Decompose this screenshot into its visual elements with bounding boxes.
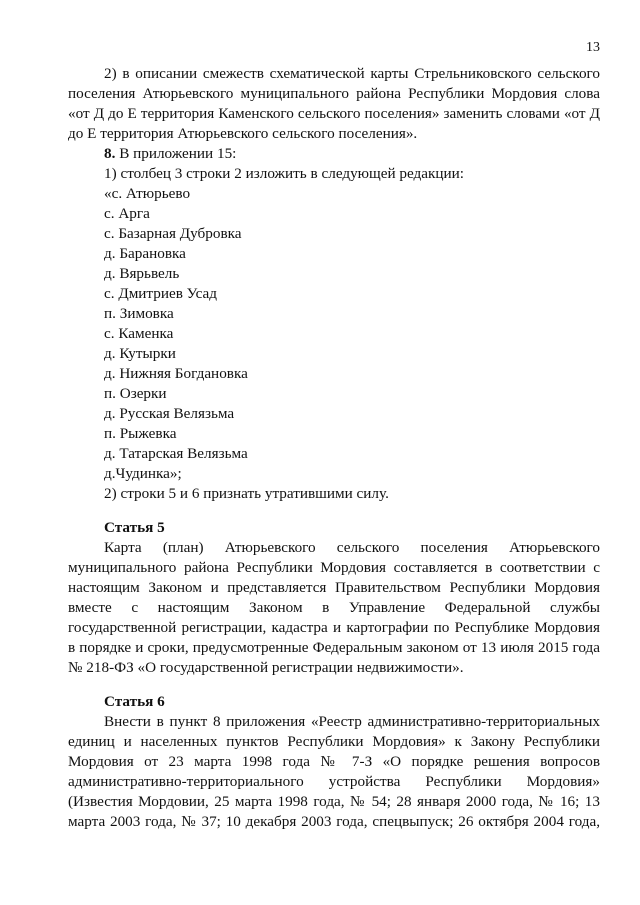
settlement-item: д.Чудинка»; — [104, 465, 182, 482]
article-6-line: марта 2003 года, № 37; 10 декабря 2003 года, спецвыпуск; 26 октября 2004 года, — [68, 813, 600, 830]
article-6-body — [68, 712, 600, 832]
settlement-item: д. Нижняя Богдановка — [104, 365, 248, 382]
settlement-item: п. Зимовка — [104, 305, 174, 322]
page-number: 13 — [586, 40, 600, 55]
settlement-item: «с. Атюрьево — [104, 185, 191, 202]
item-8-title: В приложении 15: — [115, 145, 237, 162]
article-6-heading: Статья 6 — [104, 693, 165, 710]
item-8-number: 8. — [104, 145, 116, 162]
document-page — [68, 0, 600, 832]
settlement-item: п. Рыжевка — [104, 425, 177, 442]
settlement-item: с. Базарная Дубровка — [104, 225, 242, 242]
article-5-body — [68, 538, 600, 678]
article-5-heading: Статья 5 — [104, 519, 165, 536]
item-8-subitem-1: 1) столбец 3 строки 2 изложить в следующей редакции: — [104, 165, 464, 182]
settlement-item: с. Арга — [104, 205, 150, 222]
article-6-line: единиц и населенных пунктов Республики Мордовия» к Закону Республики — [68, 733, 600, 750]
settlement-item: с. Дмитриев Усад — [104, 285, 218, 302]
article-5-line: государственной регистрации, кадастра и картографии по Республике Мордовия — [68, 619, 600, 636]
settlement-item: с. Каменка — [104, 325, 174, 342]
settlement-item: д. Русская Велязьма — [104, 405, 235, 422]
item-8-subitem-2: 2) строки 5 и 6 признать утратившими силу. — [104, 485, 389, 502]
article-5-line: вместе с настоящим Законом в Управление Федеральной службы — [68, 599, 600, 616]
settlement-list — [68, 184, 600, 484]
article-6-line: административно-территориального устройства Республики Мордовия» — [68, 773, 600, 790]
article-5-line: в порядке и сроки, предусмотренные Федеральным законом от 13 июля 2015 года — [68, 639, 600, 656]
settlement-item: д. Кутырки — [104, 345, 176, 362]
article-6-line: Внести в пункт 8 приложения «Реестр административно-территориальных — [104, 713, 600, 730]
settlement-item: д. Барановка — [104, 245, 186, 262]
article-5-line: настоящим Законом и представляется Правительством Республики Мордовия — [68, 579, 600, 596]
settlement-item: д. Вярьвель — [104, 265, 180, 282]
article-5-line: № 218-ФЗ «О государственной регистрации недвижимости». — [68, 659, 464, 676]
article-6-line: Мордовия от 23 марта 1998 года № 7-З «О порядке решения вопросов — [68, 753, 600, 770]
intro-paragraph: 2) в описании смежеств схематической карты Стрельниковского сельского поселения Атюрьевского муниципального района Республики Мордовия слова «от Д до Е территория Каменского сельского поселения» заменить словами «от Д до Е территория Атюрьевского сельского поселения». — [68, 65, 600, 142]
settlement-item: д. Татарская Велязьма — [104, 445, 248, 462]
item-8-heading — [68, 144, 600, 164]
article-6-line: (Известия Мордовии, 25 марта 1998 года, № 54; 28 января 2000 года, № 16; 13 — [68, 793, 600, 810]
article-5-line: Карта (план) Атюрьевского сельского поселения Атюрьевского — [104, 539, 600, 556]
settlement-item: п. Озерки — [104, 385, 167, 402]
article-5-line: муниципального района Республики Мордовия составляется в соответствии с — [68, 559, 600, 576]
